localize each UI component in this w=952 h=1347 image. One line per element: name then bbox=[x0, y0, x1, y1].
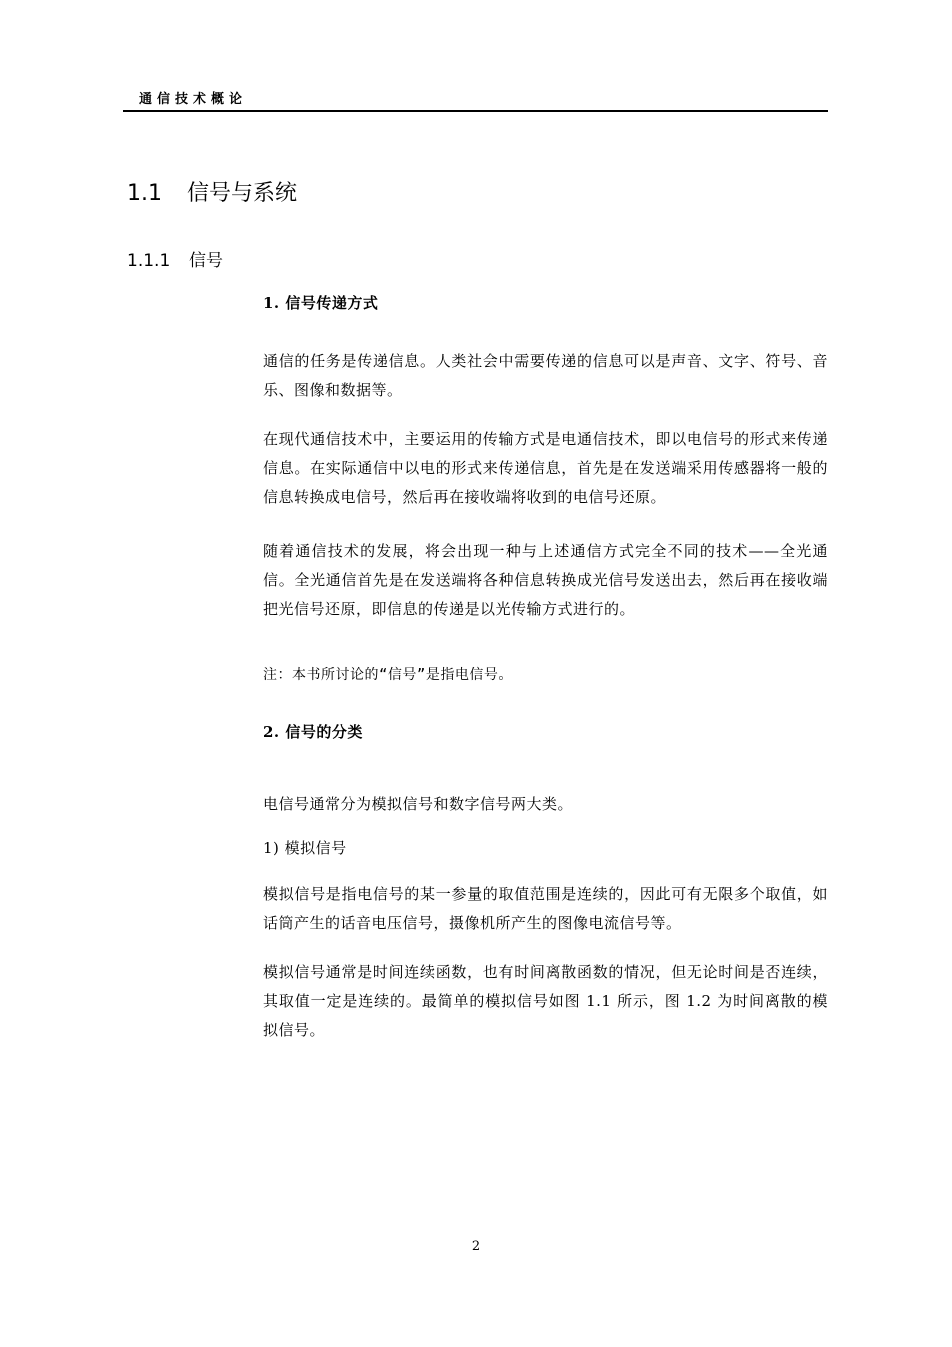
header-rule bbox=[123, 110, 828, 112]
paragraph-optical-communication: 随着通信技术的发展，将会出现一种与上述通信方式完全不同的技术——全光通信。全光通信首先是在发送端将各种信息转换成光信号发送出去，然后再在接收端把光信号还原，即信息的传递是以光传输方式进行的。 bbox=[263, 542, 828, 618]
subsection-number: 1.1.1 bbox=[127, 251, 171, 271]
paragraph-communication-task: 通信的任务是传递信息。人类社会中需要传递的信息可以是声音、文字、符号、音乐、图像和数据等。 bbox=[263, 352, 828, 399]
paragraph-analog-definition: 模拟信号是指电信号的某一参量的取值范围是连续的，因此可有无限多个取值，如话筒产生的话音电压信号，摄像机所产生的图像电流信号等。 bbox=[263, 885, 828, 932]
paragraph-electrical-communication: 在现代通信技术中，主要运用的传输方式是电通信技术，即以电信号的形式来传递信息。在实际通信中以电的形式来传递信息，首先是在发送端采用传感器将一般的信息转换成电信号，然后再在接收端将收到的电信号还原。 bbox=[263, 430, 828, 506]
section-number: 1.1 bbox=[127, 181, 162, 206]
page-number: 2 bbox=[471, 1239, 481, 1254]
paragraph-analog-time: 模拟信号通常是时间连续函数，也有时间离散函数的情况，但无论时间是否连续，其取值一定是连续的。最简单的模拟信号如图 1.1 所示，图 1.2 为时间离散的模拟信号。 bbox=[263, 963, 828, 1039]
heading-signal-transmission: 1. 信号传递方式 bbox=[263, 294, 379, 312]
heading-signal-classification: 2. 信号的分类 bbox=[263, 723, 363, 741]
section-title bbox=[127, 176, 297, 212]
list-item-analog-signal: 1) 模拟信号 bbox=[263, 839, 347, 857]
paragraph-signal-types: 电信号通常分为模拟信号和数字信号两大类。 bbox=[263, 795, 574, 813]
note-signal-definition: 注：本书所讨论的“信号”是指电信号。 bbox=[263, 667, 513, 683]
subsection-title bbox=[127, 248, 223, 274]
running-header: 通信技术概论 bbox=[139, 92, 248, 107]
section-title-text: 信号与系统 bbox=[187, 181, 298, 206]
subsection-title-text: 信号 bbox=[189, 251, 223, 271]
